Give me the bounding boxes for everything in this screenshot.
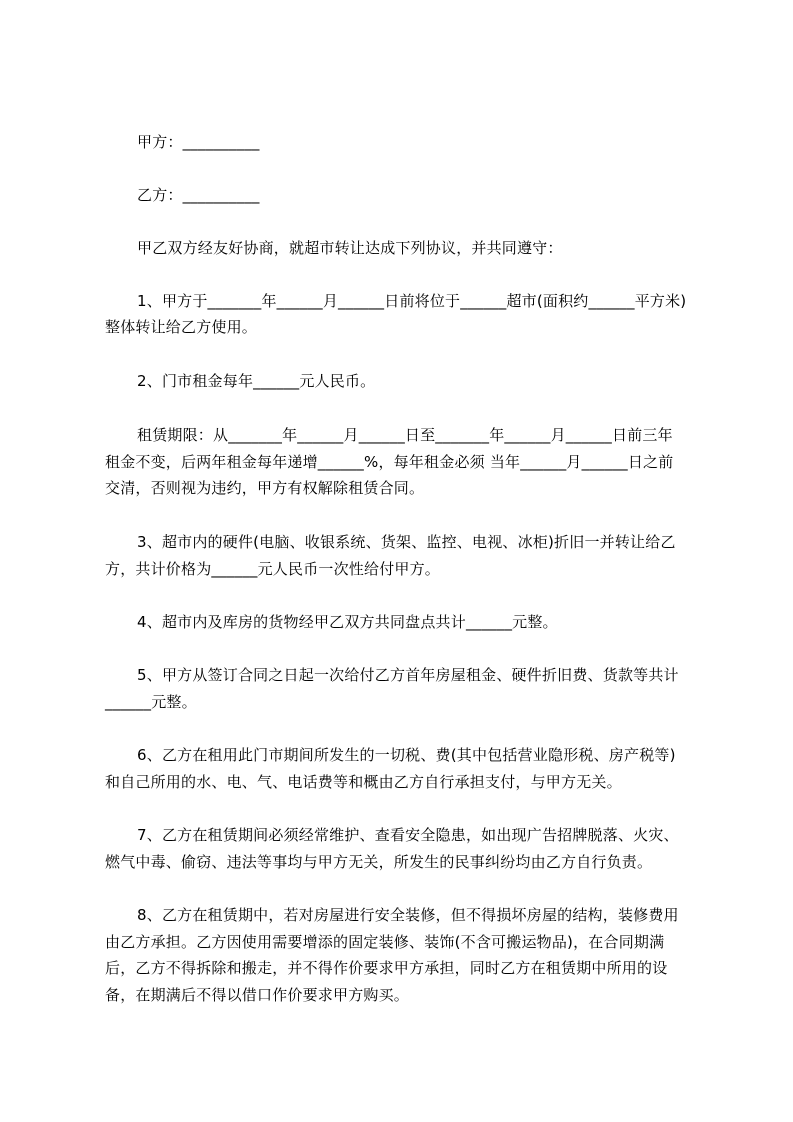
clause-8-line-2: 由乙方承担。乙方因使用需要增添的固定装修、装饰(不含可搬运物品)，在合同期满 bbox=[105, 933, 665, 951]
clause-5-line-1: 5、甲方从签订合同之日起一次给付乙方首年房屋租金、硬件折旧费、货款等共计 bbox=[137, 666, 679, 684]
clause-4-line: 4、超市内及库房的货物经甲乙双方共同盘点共计______元整。 bbox=[137, 613, 558, 631]
clause-8-line-4: 备，在期满后不得以借口作价要求甲方购买。 bbox=[105, 986, 410, 1004]
party-a-line: 甲方：__________ bbox=[137, 133, 260, 151]
lease-term-line-1: 租赁期限：从_______年______月______日至_______年______月______日前三年 bbox=[137, 426, 673, 444]
clause-6-line-1: 6、乙方在租用此门市期间所发生的一切税、费(其中包括营业隐形税、房产税等) bbox=[137, 746, 676, 764]
lease-term-line-3: 交清，否则视为违约，甲方有权解除租赁合同。 bbox=[105, 479, 425, 497]
clause-3-line-2: 方，共计价格为______元人民币一次性给付甲方。 bbox=[105, 560, 441, 578]
clause-8-line-3: 后，乙方不得拆除和搬走，并不得作价要求甲方承担，同时乙方在租赁期中所用的设 bbox=[105, 959, 668, 977]
clause-3-line-1: 3、超市内的硬件(电脑、收银系统、货架、监控、电视、冰柜)折旧一并转让给乙 bbox=[137, 533, 676, 551]
clause-1-line-2: 整体转让给乙方使用。 bbox=[105, 318, 258, 336]
clause-2-line: 2、门市租金每年______元人民币。 bbox=[137, 372, 376, 390]
clause-7-line-2: 燃气中毒、偷窃、违法等事均与甲方无关，所发生的民事纠纷均由乙方自行负责。 bbox=[105, 853, 653, 871]
clause-8-line-1: 8、乙方在租赁期中，若对房屋进行安全装修，但不得损坏房屋的结构，装修费用 bbox=[137, 906, 679, 924]
clause-6-line-2: 和自己所用的水、电、气、电话费等和概由乙方自行承担支付，与甲方无关。 bbox=[105, 773, 622, 791]
party-b-line: 乙方：__________ bbox=[137, 186, 260, 204]
lease-term-line-2: 租金不变，后两年租金每年递增______%，每年租金必须 当年______月______日之前 bbox=[105, 453, 674, 471]
clause-5-line-2: ______元整。 bbox=[105, 693, 197, 711]
clause-7-line-1: 7、乙方在租赁期间必须经常维护、查看安全隐患，如出现广告招牌脱落、火灾、 bbox=[137, 826, 679, 844]
clause-1-line-1: 1、甲方于_______年______月______日前将位于______超市(面积约______平方米) bbox=[137, 292, 687, 310]
preamble-line: 甲乙双方经友好协商，就超市转让达成下列协议，并共同遵守： bbox=[137, 239, 563, 257]
